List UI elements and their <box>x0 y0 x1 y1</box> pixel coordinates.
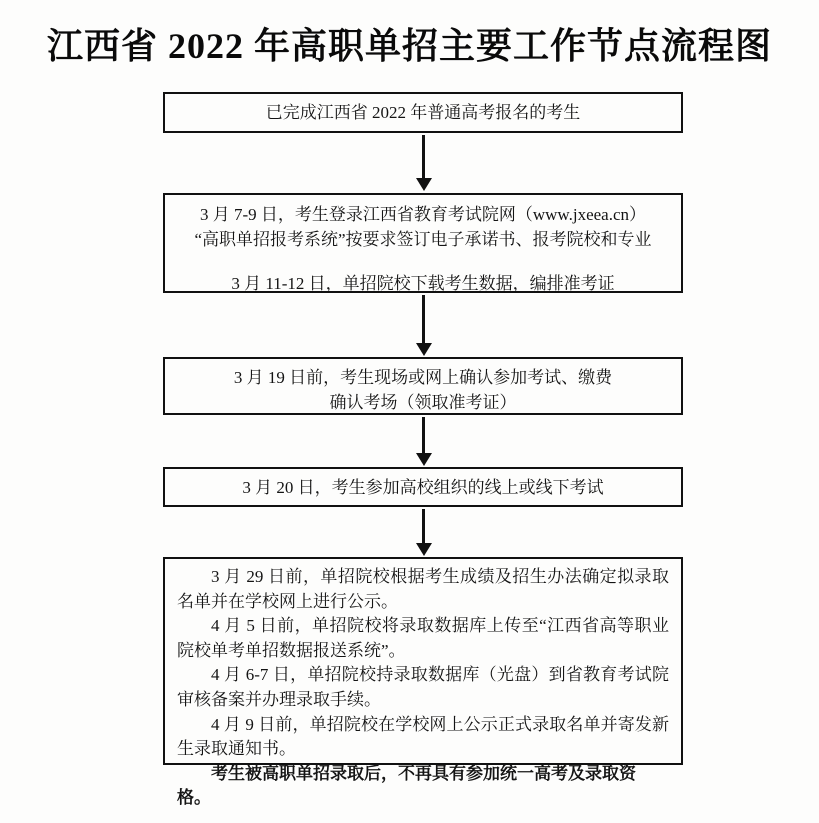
flow-box-registration-line-1: 3 月 7-9 日，考生登录江西省教育考试院网（www.jxeea.cn） <box>199 205 647 224</box>
arrow-shaft <box>422 295 425 343</box>
arrow-shaft <box>422 417 425 453</box>
arrow-shaft <box>422 135 425 178</box>
flow-box-admission-paragraph-3: 4 月 6-7 日，单招院校持录取数据库（光盘）到省教育考试院审核备案并办理录取手续。 <box>177 665 669 709</box>
flow-box-exam-text: 3 月 20 日，考生参加高校组织的线上或线下考试 <box>242 477 604 497</box>
flow-box-candidates-text: 已完成江西省 2022 年普通高考报名的考生 <box>265 103 581 122</box>
flow-box-registration <box>163 193 683 293</box>
flow-box-confirmation <box>163 357 683 415</box>
flow-box-confirmation-line-1: 3 月 19 日前，考生现场或网上确认参加考试、缴费 <box>233 368 613 387</box>
arrow-shaft <box>422 509 425 543</box>
arrow-head <box>416 543 432 556</box>
flow-box-candidates <box>163 92 683 133</box>
arrow-down-icon <box>415 417 432 466</box>
arrow-down-icon <box>415 135 432 191</box>
arrow-head <box>416 453 432 466</box>
arrow-head <box>416 343 432 356</box>
flow-box-admission <box>163 557 683 808</box>
flow-box-exam <box>163 467 683 507</box>
flow-box-admission-paragraph-2: 4 月 5 日前，单招院校将录取数据库上传至“江西省高等职业院校单考单招数据报送系统”。 <box>177 616 669 660</box>
flow-box-confirmation-line-2: 确认考场（领取准考证） <box>329 393 517 412</box>
flow-box-admission-warning: 考生被高职单招录取后，不再具有参加统一高考及录取资格。 <box>177 763 636 808</box>
page-title: 江西省 2022 年高职单招主要工作节点流程图 <box>46 26 772 66</box>
arrow-down-icon <box>415 295 432 356</box>
flow-box-admission-paragraph-1: 3 月 29 日前，单招院校根据考生成绩及招生办法确定拟录取名单并在学校网上进行公示。 <box>177 567 669 611</box>
flow-box-admission-paragraph-4: 4 月 9 日前，单招院校在学校网上公示正式录取名单并寄发新生录取通知书。 <box>177 714 669 759</box>
flow-box-registration-line-3: 3 月 11-12 日，单招院校下载考生数据，编排准考证 <box>231 274 615 293</box>
flow-box-registration-line-2: “高职单招报考系统”按要求签订电子承诺书、报考院校和专业 <box>194 230 652 249</box>
arrow-down-icon <box>415 509 432 556</box>
arrow-head <box>416 178 432 191</box>
